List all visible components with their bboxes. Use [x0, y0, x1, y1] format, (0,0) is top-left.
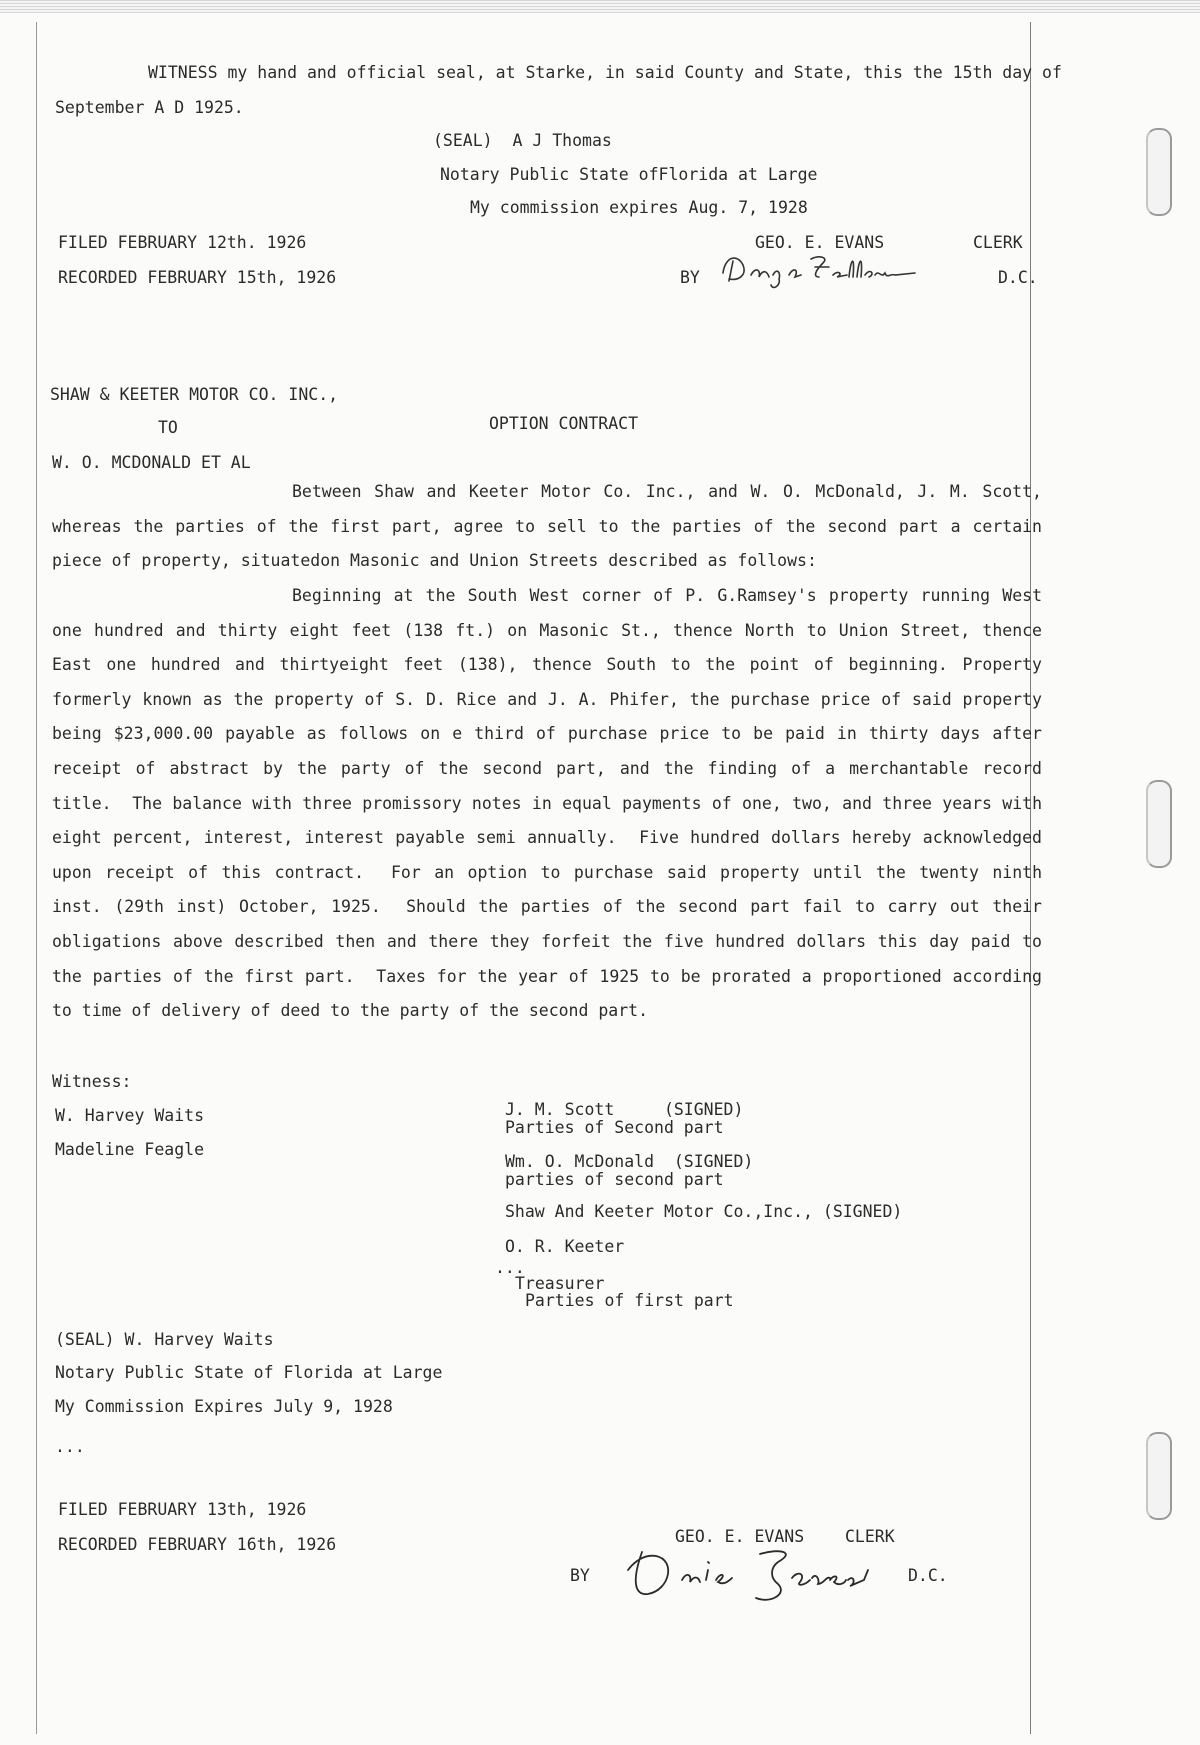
notary1-seal-name: (SEAL) A J Thomas: [433, 131, 612, 150]
filing1-by: BY: [680, 268, 700, 287]
signatory-keeter-title: Treasurer: [515, 1274, 605, 1293]
document-type-title: OPTION CONTRACT: [489, 414, 639, 433]
witness-name-1: W. Harvey Waits: [55, 1106, 205, 1125]
filing2-clerk-name: GEO. E. EVANS: [675, 1527, 805, 1546]
filing1-dc: D.C.: [998, 268, 1038, 287]
filing2-recorded: RECORDED FEBRUARY 16th, 1926: [58, 1535, 337, 1554]
filing1-handwritten-signature: [715, 245, 930, 293]
filing2-dc: D.C.: [908, 1566, 948, 1585]
signatory-mcdonald: Wm. O. McDonald (SIGNED): [505, 1152, 754, 1171]
binder-hole-middle: [1146, 780, 1172, 868]
grantee-name: W. O. MCDONALD ET AL: [52, 453, 251, 472]
filing1-clerk-name: GEO. E. EVANS: [755, 233, 885, 252]
filing1-clerk-title: CLERK: [973, 233, 1023, 252]
grantor-name: SHAW & KEETER MOTOR CO. INC.,: [50, 385, 339, 404]
witness-clause-line2: September A D 1925.: [55, 98, 244, 117]
signatory-keeter: O. R. Keeter: [505, 1237, 625, 1256]
notary1-commission: My commission expires Aug. 7, 1928: [470, 198, 808, 217]
witness-label: Witness:: [52, 1072, 132, 1091]
signatory-keeter-role: Parties of first part: [525, 1291, 734, 1310]
contract-body-para1: [52, 475, 1052, 579]
binder-hole-bottom: [1146, 1432, 1172, 1520]
filing2-handwritten-signature: [620, 1540, 890, 1610]
filing2-filed: FILED FEBRUARY 13th, 1926: [58, 1500, 307, 1519]
filing2-clerk-title: CLERK: [845, 1527, 895, 1546]
signatory-scott-role: Parties of Second part: [505, 1118, 724, 1137]
binder-hole-top: [1146, 128, 1172, 216]
notary2-title: Notary Public State of Florida at Large: [55, 1363, 443, 1382]
notary2-dots: ...: [55, 1437, 85, 1456]
left-margin-line: [36, 22, 37, 1734]
to-label: TO: [158, 418, 178, 437]
filing2-by: BY: [570, 1566, 590, 1585]
para2-text: Beginning at the South West corner of P. G.Ramsey's property running West one hundred and thirty eight feet (138 ft.) on Masonic St., thence North to Union Street, thence East one hundred and thirtyeight feet (138), thence South to the point of beginning. Property formerly known as the property of S. D. Rice and J. A. Phifer, the purchase price of said property being $23,000.00 payable as follows on e third of purchase price to be paid in thirty days after receipt of abstract by the party of the second part, and the finding of a merchantable record title. The balance with three promissory notes in equal payments of one, two, and three years with eight percent, interest, interest payable semi annually. Five hundred dollars hereby acknowledged upon receipt of this contract. For an option to purchase said property until the twenty ninth inst. (29th inst) October, 1925. Should the parties of the second part fail to carry out their obligations above described then and there they forfeit the five hundred dollars this day paid to the parties of the first part. Taxes for the year of 1925 to be prorated a proportioned according to time of delivery of deed to the party of the second part.: [52, 586, 1052, 1021]
signatory-dots: ...: [495, 1258, 525, 1277]
page-top-edge: [0, 0, 1200, 13]
filing1-filed: FILED FEBRUARY 12th. 1926: [58, 233, 307, 252]
signatory-scott: J. M. Scott (SIGNED): [505, 1100, 744, 1119]
notary2-seal-name: (SEAL) W. Harvey Waits: [55, 1330, 274, 1349]
para1-text: Between Shaw and Keeter Motor Co. Inc., and W. O. McDonald, J. M. Scott, whereas the parties of the first part, agree to sell to the parties of the second part a certain piece of property, situatedon Masonic and Union Streets described as follows:: [52, 482, 1052, 571]
witness-clause-line1: WITNESS my hand and official seal, at Starke, in said County and State, this the 15th day of: [148, 63, 1062, 82]
contract-body-para2: [52, 579, 1052, 1029]
notary1-title: Notary Public State ofFlorida at Large: [440, 165, 818, 184]
filing1-recorded: RECORDED FEBRUARY 15th, 1926: [58, 268, 337, 287]
signatory-company: Shaw And Keeter Motor Co.,Inc., (SIGNED): [505, 1202, 903, 1221]
signatory-mcdonald-role: parties of second part: [505, 1170, 724, 1189]
witness-name-2: Madeline Feagle: [55, 1140, 205, 1159]
notary2-commission: My Commission Expires July 9, 1928: [55, 1397, 393, 1416]
